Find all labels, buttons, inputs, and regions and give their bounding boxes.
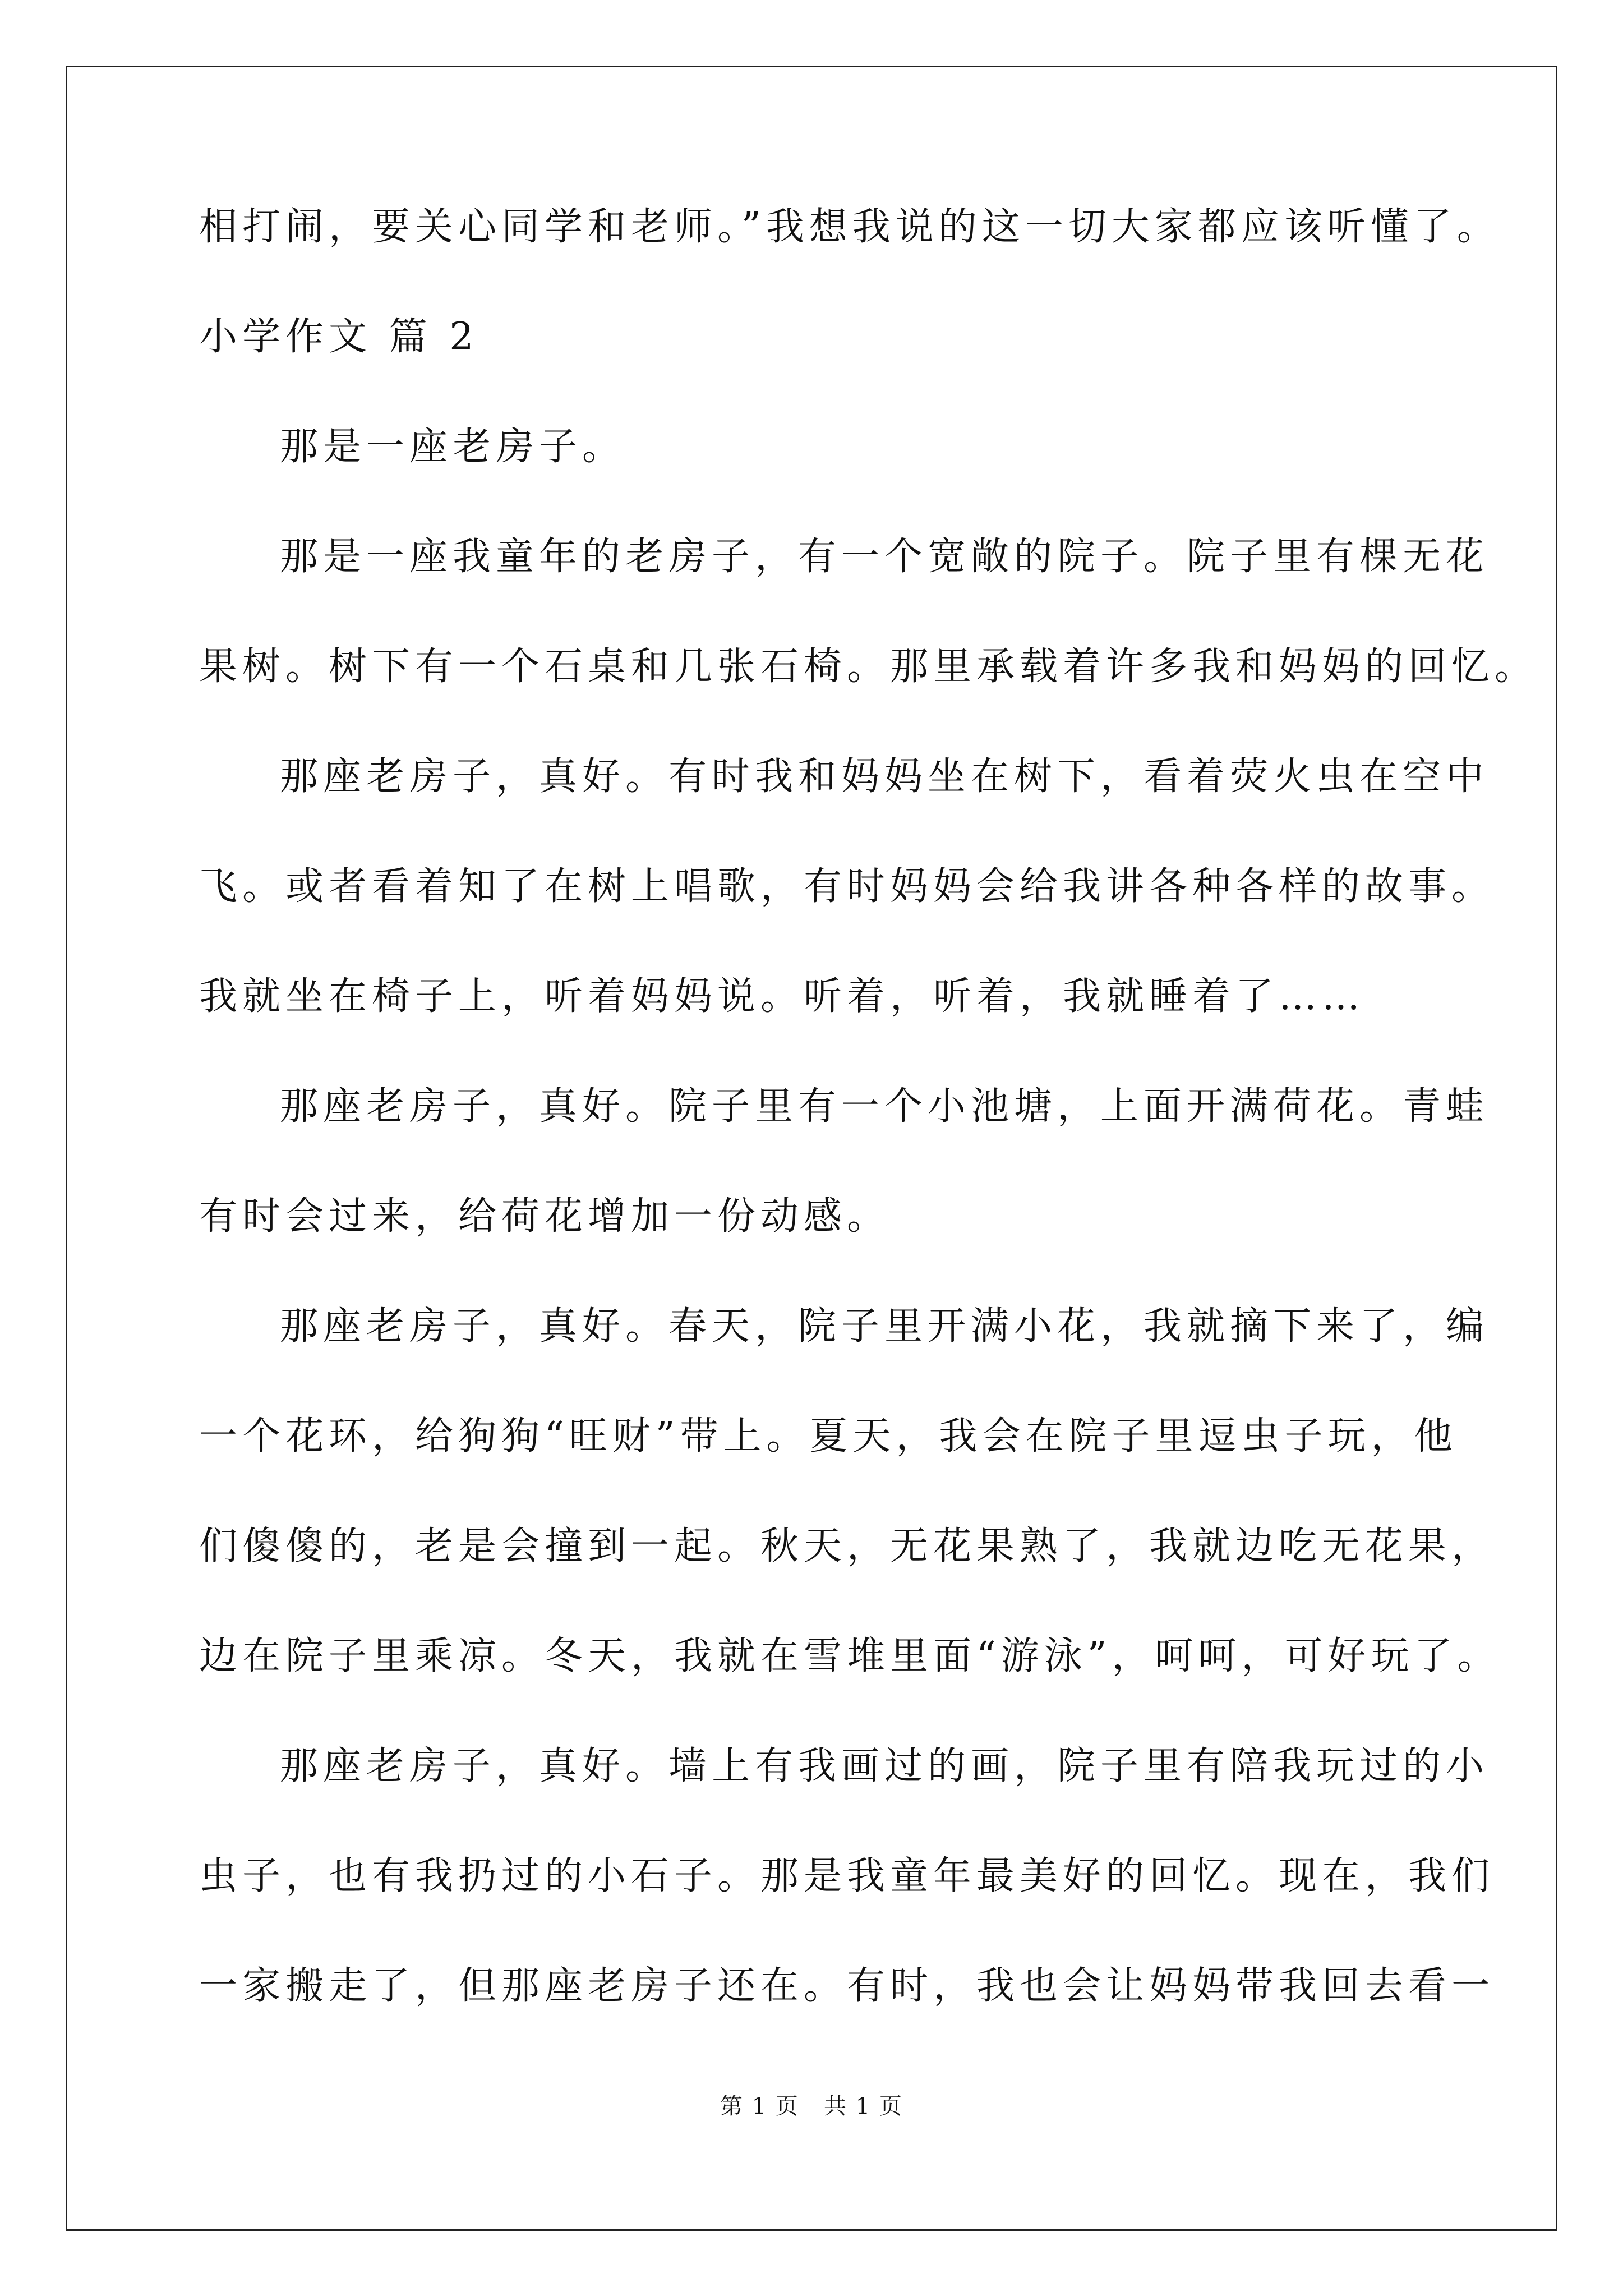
paragraph-line: 那座老房子，真好。春天，院子里开满小花，我就摘下来了，编 (280, 1304, 1490, 1349)
text-line: 边在院子里乘凉。冬天，我就在雪堆里面“游泳”，呵呵，可好玩了。 (199, 1634, 1501, 1678)
text-line: 虫子，也有我扔过的小石子。那是我童年最美好的回忆。现在，我们 (199, 1854, 1495, 1898)
text-line: 我就坐在椅子上，听着妈妈说。听着，听着，我就睡着了…… (199, 974, 1366, 1019)
text-line: 一家搬走了，但那座老房子还在。有时，我也会让妈妈带我回去看一 (199, 1964, 1495, 2008)
paragraph-line: 那座老房子，真好。院子里有一个小池塘，上面开满荷花。青蛙 (280, 1084, 1490, 1129)
text-line: 们傻傻的，老是会撞到一起。秋天，无花果熟了，我就边吃无花果， (199, 1524, 1495, 1568)
paragraph-line: 那座老房子，真好。墙上有我画过的画，院子里有陪我玩过的小 (280, 1744, 1490, 1788)
page-border (66, 66, 1557, 2231)
text-line: 飞。或者看着知了在树上唱歌，有时妈妈会给我讲各种各样的故事。 (199, 864, 1495, 909)
paragraph-line: 那是一座老房子。 (280, 425, 626, 469)
text-line: 有时会过来，给荷花增加一份动感。 (199, 1194, 891, 1239)
text-line: 相打闹，要关心同学和老师。”我想我说的这一切大家都应该听懂了。 (199, 205, 1500, 249)
page-number-footer: 第 1 页 共 1 页 (720, 2093, 903, 2119)
paragraph-line: 那是一座我童年的老房子，有一个宽敞的院子。院子里有棵无花 (280, 535, 1490, 579)
paragraph-line: 那座老房子，真好。有时我和妈妈坐在树下，看着荧火虫在空中 (280, 754, 1490, 799)
section-heading: 小学作文 篇 2 (199, 315, 479, 359)
text-line: 一个花环，给狗狗“旺财”带上。夏天，我会在院子里逗虫子玩，他 (199, 1414, 1458, 1458)
text-line: 果树。树下有一个石桌和几张石椅。那里承载着许多我和妈妈的回忆。 (199, 645, 1538, 689)
